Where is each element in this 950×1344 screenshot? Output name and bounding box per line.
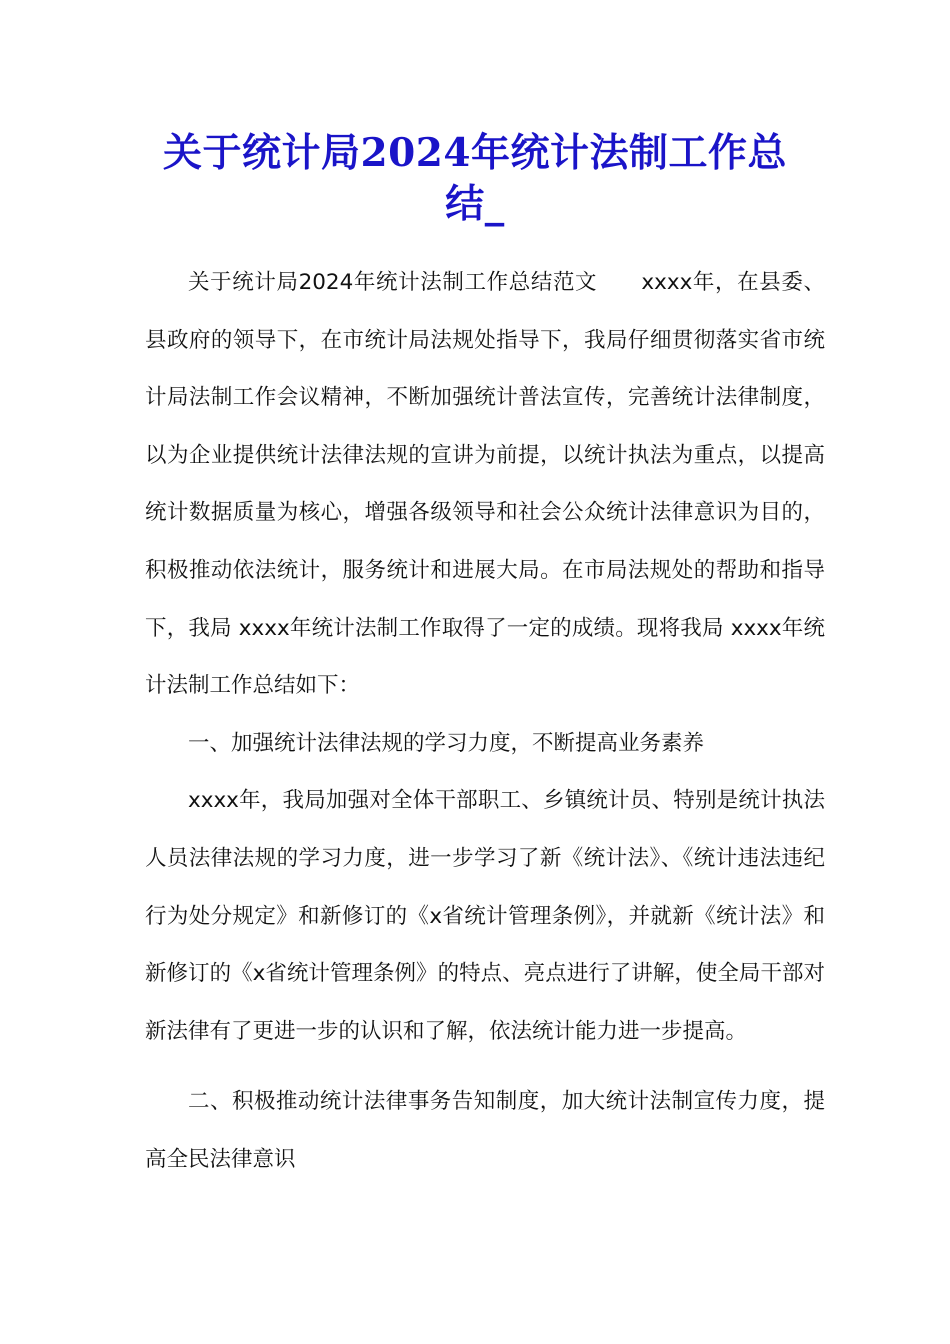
document-title-line-2: 结_ bbox=[445, 181, 505, 227]
section-heading-1: 一、加强统计法律法规的学习力度，不断提高业务素养 bbox=[188, 730, 705, 756]
paragraph-section-1: xxxx年，我局加强对全体干部职工、乡镇统计员、特别是统计执法人员法律法规的学习力度，进一步学习了新《统计法》、《统计违法违纪行为处分规定》和新修订的《x省统计管理条例》，并就新《统计法》和新修订的《x省统计管理条例》的特点、亮点进行了讲解，使全局干部对新法律有了更进一步的认识和了解，依法统计能力进一步提高。 bbox=[145, 788, 825, 1044]
section-heading-2: 二、积极推动统计法律事务告知制度，加大统计法制宣传力度，提高全民法律意识 bbox=[145, 1089, 825, 1172]
document-title bbox=[100, 128, 850, 230]
document-body bbox=[145, 254, 825, 1189]
paragraph-intro: 关于统计局2024年统计法制工作总结范文 xxxx年，在县委、县政府的领导下，在市统计局法规处指导下，我局仔细贯彻落实省市统计局法制工作会议精神，不断加强统计普法宣传，完善统计法律制度，以为企业提供统计法律法规的宣讲为前提，以统计执法为重点，以提高统计数据质量为核心，增强各级领导和社会公众统计法律意识为目的，积极推动依法统计，服务统计和进展大局。在市局法规处的帮助和指导下，我局 xxxx年统计法制工作取得了一定的成绩。现将我局 xxxx年统计法制工作总结如下： bbox=[145, 270, 825, 699]
document-title-line-1: 关于统计局2024年统计法制工作总 bbox=[162, 130, 788, 176]
